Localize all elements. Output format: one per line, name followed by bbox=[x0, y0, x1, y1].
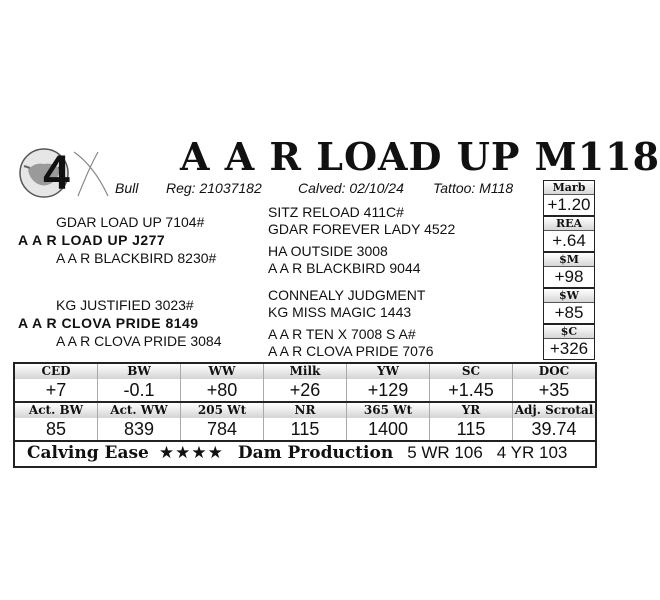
stat-label: $C bbox=[544, 325, 594, 339]
epd-cell-ced bbox=[15, 364, 98, 401]
epd-cell-milk bbox=[264, 364, 347, 401]
actual-label: NR bbox=[264, 403, 346, 418]
actual-cell-bw bbox=[15, 403, 98, 440]
actual-label: YR bbox=[430, 403, 512, 418]
pedigree-right-line: GDAR FOREVER LADY 4522 bbox=[268, 221, 456, 237]
sire: A A R LOAD UP J277 bbox=[18, 232, 166, 248]
epd-cell-sc bbox=[430, 364, 513, 401]
epd-cell-ww bbox=[181, 364, 264, 401]
stat-value: +98 bbox=[554, 267, 584, 286]
sire-dam: A A R BLACKBIRD 8230# bbox=[56, 250, 217, 266]
epd-cell-doc bbox=[513, 364, 595, 401]
stat-value: +1.20 bbox=[547, 195, 591, 214]
epd-value: +35 bbox=[538, 380, 570, 400]
actual-cell-365wt bbox=[347, 403, 430, 440]
stat-box-m bbox=[543, 252, 595, 288]
actual-cell-scrotal bbox=[513, 403, 595, 440]
epd-label: YW bbox=[347, 364, 429, 379]
actual-value: 115 bbox=[290, 419, 320, 439]
actual-cell-yr bbox=[430, 403, 513, 440]
actual-cell-205wt bbox=[181, 403, 264, 440]
calving-ease-label: Calving Ease bbox=[27, 443, 149, 463]
actual-value: 1400 bbox=[367, 419, 409, 439]
actual-value: 115 bbox=[456, 419, 486, 439]
footer-row bbox=[15, 440, 595, 464]
epd-label: BW bbox=[98, 364, 180, 379]
dam: A A R CLOVA PRIDE 8149 bbox=[18, 315, 199, 331]
stat-box-marb bbox=[543, 180, 595, 216]
actual-label: Act. WW bbox=[98, 403, 180, 418]
actual-row bbox=[15, 401, 595, 440]
epd-label: SC bbox=[430, 364, 512, 379]
epd-value: +7 bbox=[45, 380, 67, 400]
dam-sire: KG JUSTIFIED 3023# bbox=[56, 297, 194, 313]
epd-label: DOC bbox=[513, 364, 595, 379]
epd-value: +80 bbox=[206, 380, 238, 400]
registration-number: Reg: 21037182 bbox=[166, 180, 262, 196]
stat-label: Marb bbox=[544, 181, 594, 195]
dam-production-value: 4 YR 103 bbox=[496, 443, 568, 462]
actual-cell-nr bbox=[264, 403, 347, 440]
stat-box-w bbox=[543, 288, 595, 324]
stat-label: $W bbox=[544, 289, 594, 303]
sire-sire: GDAR LOAD UP 7104# bbox=[56, 214, 205, 230]
dam-production-label: Dam Production bbox=[237, 443, 394, 463]
epd-cell-bw bbox=[98, 364, 181, 401]
epd-cell-yw bbox=[347, 364, 430, 401]
dam-production-value: 5 WR 106 bbox=[407, 443, 483, 462]
epd-value: -0.1 bbox=[123, 380, 155, 400]
stat-box-rea bbox=[543, 216, 595, 252]
actual-value: 39.74 bbox=[531, 419, 577, 439]
stat-label: REA bbox=[544, 217, 594, 231]
pedigree-right-line: A A R TEN X 7008 S A# bbox=[268, 326, 416, 342]
pedigree-right-line: A A R BLACKBIRD 9044 bbox=[268, 260, 421, 276]
actual-value: 85 bbox=[45, 419, 67, 439]
animal-name-title: A A R LOAD UP M118 bbox=[180, 134, 660, 179]
calved-date: Calved: 02/10/24 bbox=[298, 180, 404, 196]
tattoo: Tattoo: M118 bbox=[433, 180, 514, 196]
pedigree-right-line: A A R CLOVA PRIDE 7076 bbox=[268, 343, 434, 359]
stat-value: +326 bbox=[549, 339, 589, 358]
pedigree-right-line: KG MISS MAGIC 1443 bbox=[268, 304, 412, 320]
epd-row bbox=[15, 364, 595, 401]
stat-label: $M bbox=[544, 253, 594, 267]
epd-label: WW bbox=[181, 364, 263, 379]
epd-label: CED bbox=[15, 364, 97, 379]
performance-table bbox=[13, 362, 597, 468]
pedigree-right-line: SITZ RELOAD 411C# bbox=[268, 204, 404, 220]
sex-label: Bull bbox=[115, 180, 139, 196]
actual-label: 365 Wt bbox=[347, 403, 429, 418]
actual-cell-ww bbox=[98, 403, 181, 440]
stat-box-c bbox=[543, 324, 595, 360]
stat-value: +85 bbox=[554, 303, 584, 322]
actual-value: 839 bbox=[123, 419, 155, 439]
epd-value: +129 bbox=[367, 380, 409, 400]
actual-value: 784 bbox=[206, 419, 238, 439]
epd-label: Milk bbox=[264, 364, 346, 379]
stat-value: +.64 bbox=[552, 231, 586, 250]
actual-label: Act. BW bbox=[15, 403, 97, 418]
lot-number: 4 bbox=[43, 147, 69, 200]
actual-label: Adj. Scrotal bbox=[514, 403, 594, 417]
epd-value: +26 bbox=[289, 380, 321, 400]
pedigree-right-line: CONNEALY JUDGMENT bbox=[268, 287, 426, 303]
actual-label: 205 Wt bbox=[181, 403, 263, 418]
epd-value: +1.45 bbox=[448, 380, 494, 400]
calving-ease-stars-icon: ★★★★ bbox=[158, 443, 224, 462]
dam-dam: A A R CLOVA PRIDE 3084 bbox=[56, 333, 222, 349]
pedigree-right-line: HA OUTSIDE 3008 bbox=[268, 243, 388, 259]
